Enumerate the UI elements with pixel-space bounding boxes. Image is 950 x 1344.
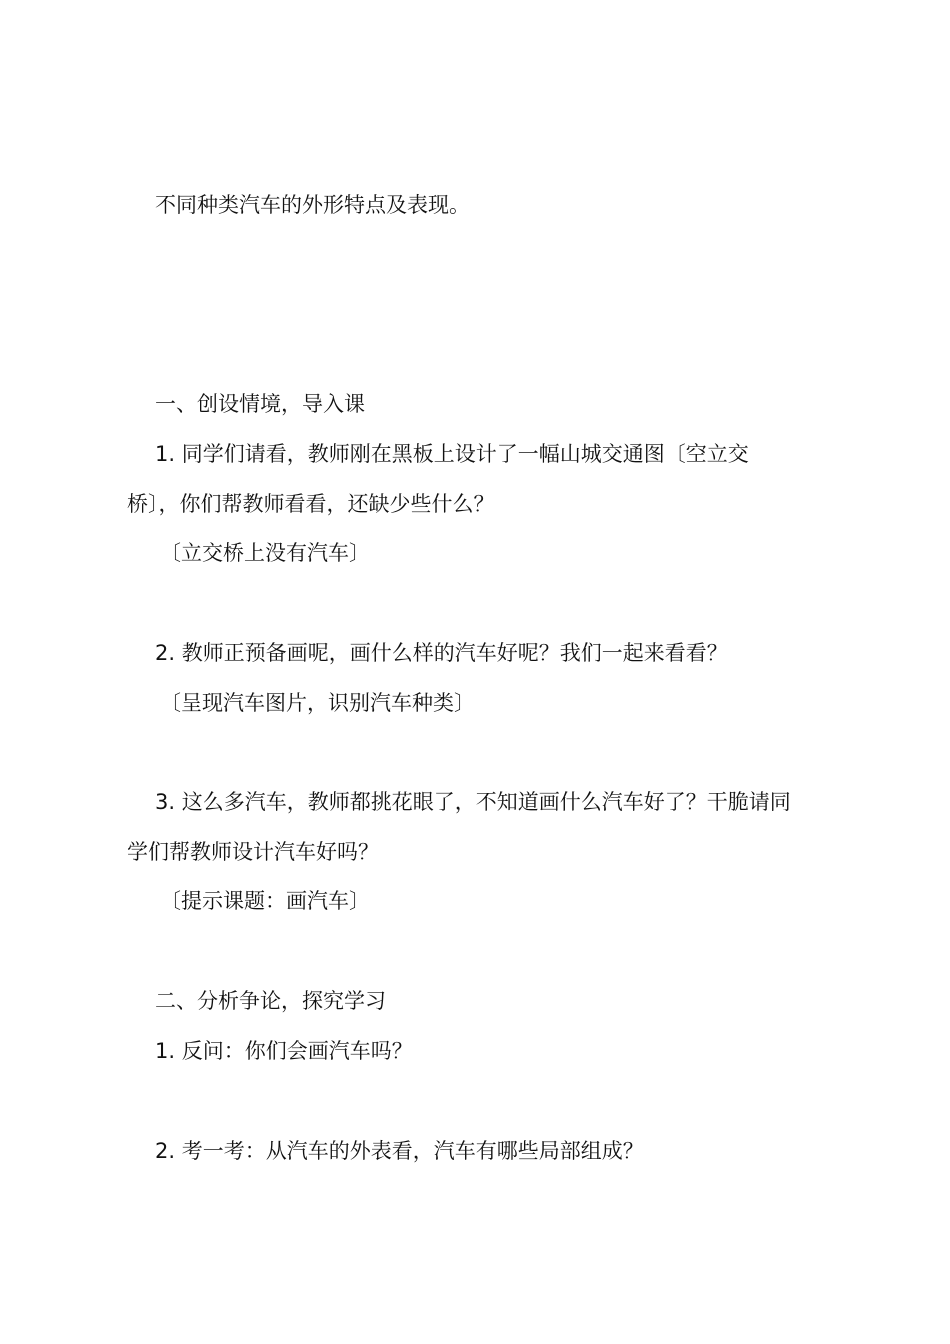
section-1-item-1-answer: 〔立交桥上没有汽车〕 — [160, 541, 370, 565]
section-1-item-2-answer: 〔呈现汽车图片，识别汽车种类〕 — [160, 691, 475, 715]
section-2-heading: 二、分析争论，探究学习 — [155, 989, 386, 1013]
section-1-heading: 一、创设情境，导入课 — [155, 392, 365, 416]
key-points-paragraph: 不同种类汽车的外形特点及表现。 — [155, 193, 470, 217]
section-1-item-2-line-1: 2. 教师正预备画呢，画什么样的汽车好呢？我们一起来看看？ — [155, 641, 728, 665]
section-1-item-3-answer: 〔提示课题：画汽车〕 — [160, 889, 370, 913]
section-1-item-3-line-2: 学们帮教师设计汽车好吗？ — [127, 840, 379, 864]
section-2-item-1: 1. 反问：你们会画汽车吗？ — [155, 1039, 413, 1063]
section-1-item-1-line-1: 1. 同学们请看，教师刚在黑板上设计了一幅山城交通图〔空立交 — [155, 442, 749, 466]
section-1-item-1-line-2: 桥〕，你们帮教师看看，还缺少些什么？ — [127, 492, 495, 516]
section-1-item-3-line-1: 3. 这么多汽车，教师都挑花眼了，不知道画什么汽车好了？干脆请同 — [155, 790, 791, 814]
section-2-item-2: 2. 考一考：从汽车的外表看，汽车有哪些局部组成？ — [155, 1139, 644, 1163]
